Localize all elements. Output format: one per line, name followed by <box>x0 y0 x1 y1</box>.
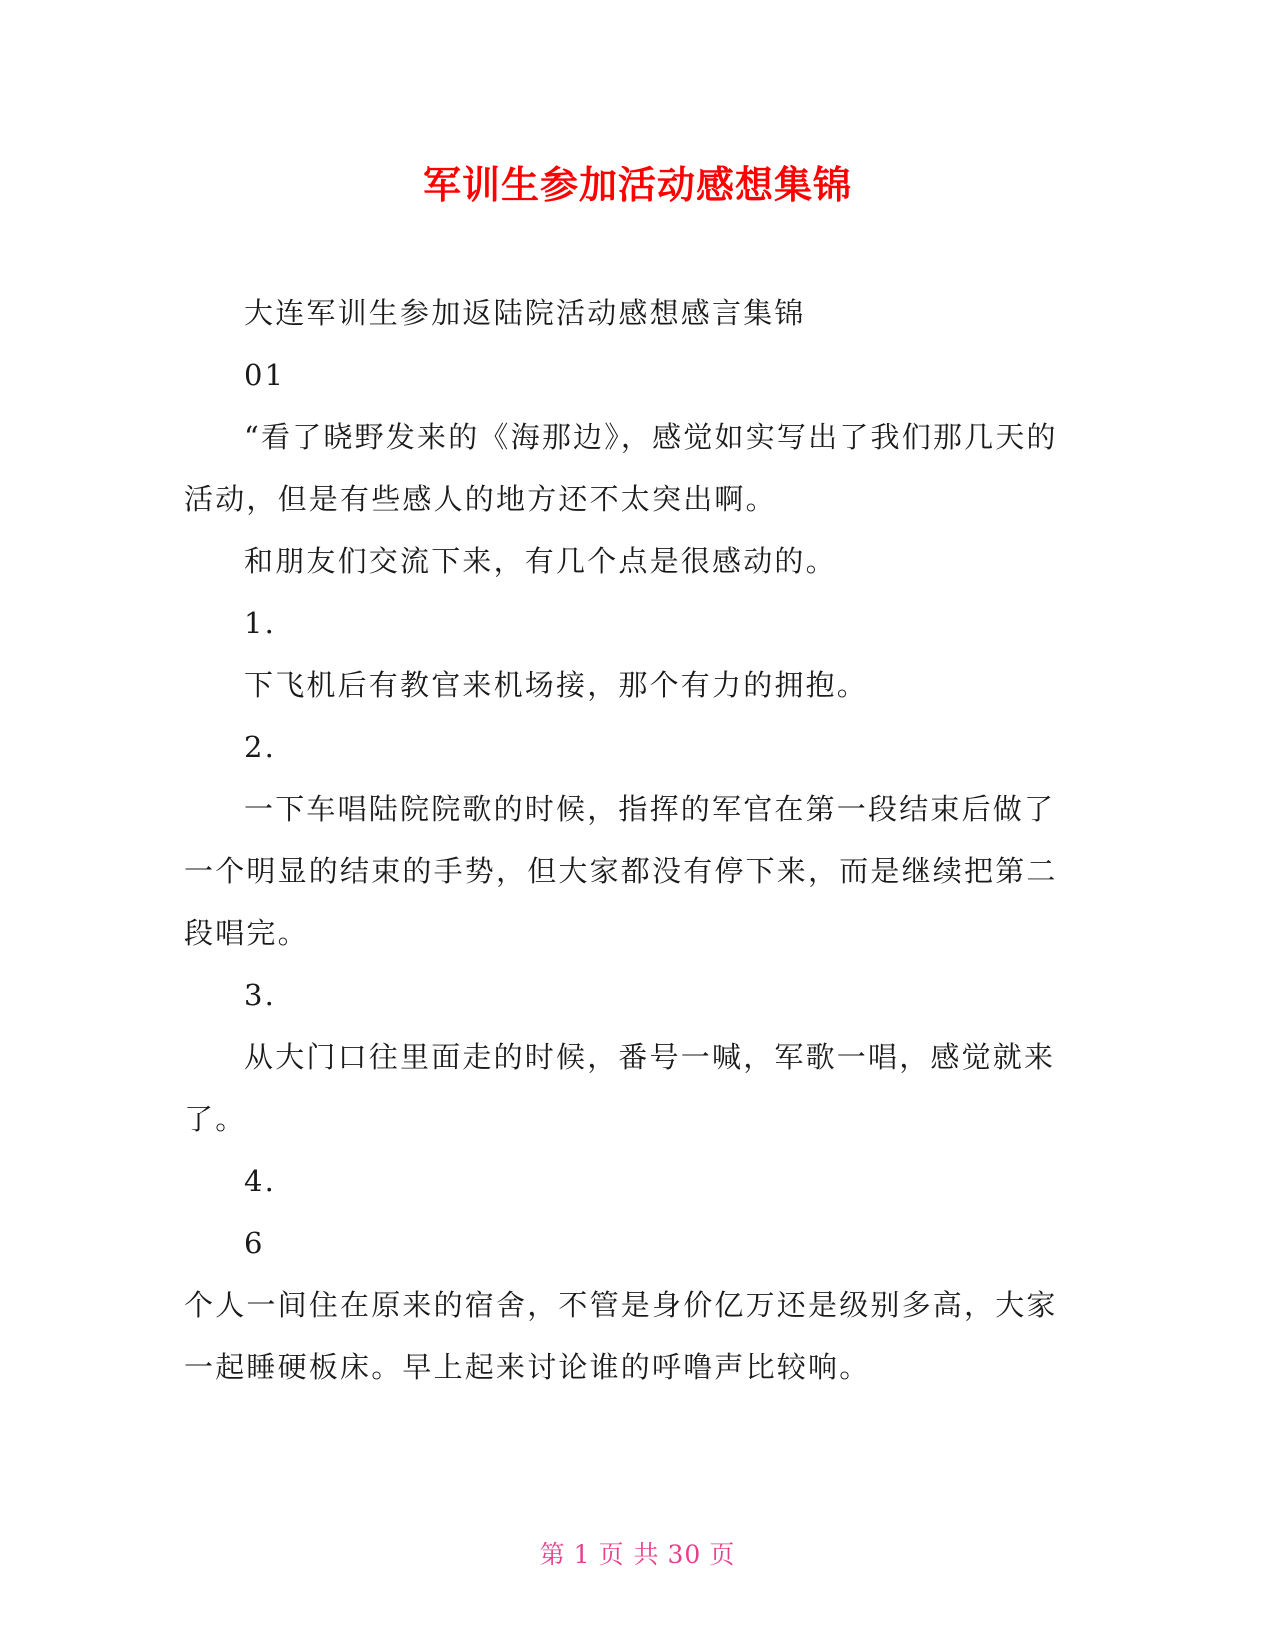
footer-total-pages: 30 <box>667 1540 702 1569</box>
footer-current-page: 1 <box>573 1540 591 1569</box>
paragraph: 3. <box>244 978 277 1012</box>
paragraph: 和朋友们交流下来，有几个点是很感动的。 <box>244 544 837 578</box>
paragraph: “看了晓野发来的《海那边》，感觉如实写出了我们那几天的活动，但是有些感人的地方还不太突出啊。 <box>184 420 1058 516</box>
document-body <box>184 282 1082 1398</box>
footer-suffix: 页 <box>709 1540 736 1569</box>
paragraph: 大连军训生参加返陆院活动感想感言集锦 <box>244 296 806 330</box>
page-footer <box>0 1538 1275 1572</box>
paragraph: 4. <box>244 1164 277 1198</box>
paragraph: 01 <box>244 358 286 392</box>
paragraph: 下飞机后有教官来机场接，那个有力的拥抱。 <box>244 668 869 702</box>
paragraph: 从大门口往里面走的时候，番号一喊，军歌一唱，感觉就来了。 <box>184 1040 1056 1136</box>
document-title: 军训生参加活动感想集锦 <box>422 163 852 207</box>
footer-middle: 页 共 <box>598 1540 660 1569</box>
paragraph: 2. <box>244 730 277 764</box>
paragraph: 个人一间住在原来的宿舍，不管是身价亿万还是级别多高，大家一起睡硬板床。早上起来讨论谁的呼噜声比较响。 <box>184 1288 1058 1384</box>
paragraph: 一下车唱陆院院歌的时候，指挥的军官在第一段结束后做了一个明显的结束的手势，但大家都没有停下来，而是继续把第二段唱完。 <box>184 792 1058 950</box>
footer-prefix: 第 <box>539 1540 566 1569</box>
paragraph: 6 <box>244 1226 265 1260</box>
paragraph: 1. <box>244 606 277 640</box>
